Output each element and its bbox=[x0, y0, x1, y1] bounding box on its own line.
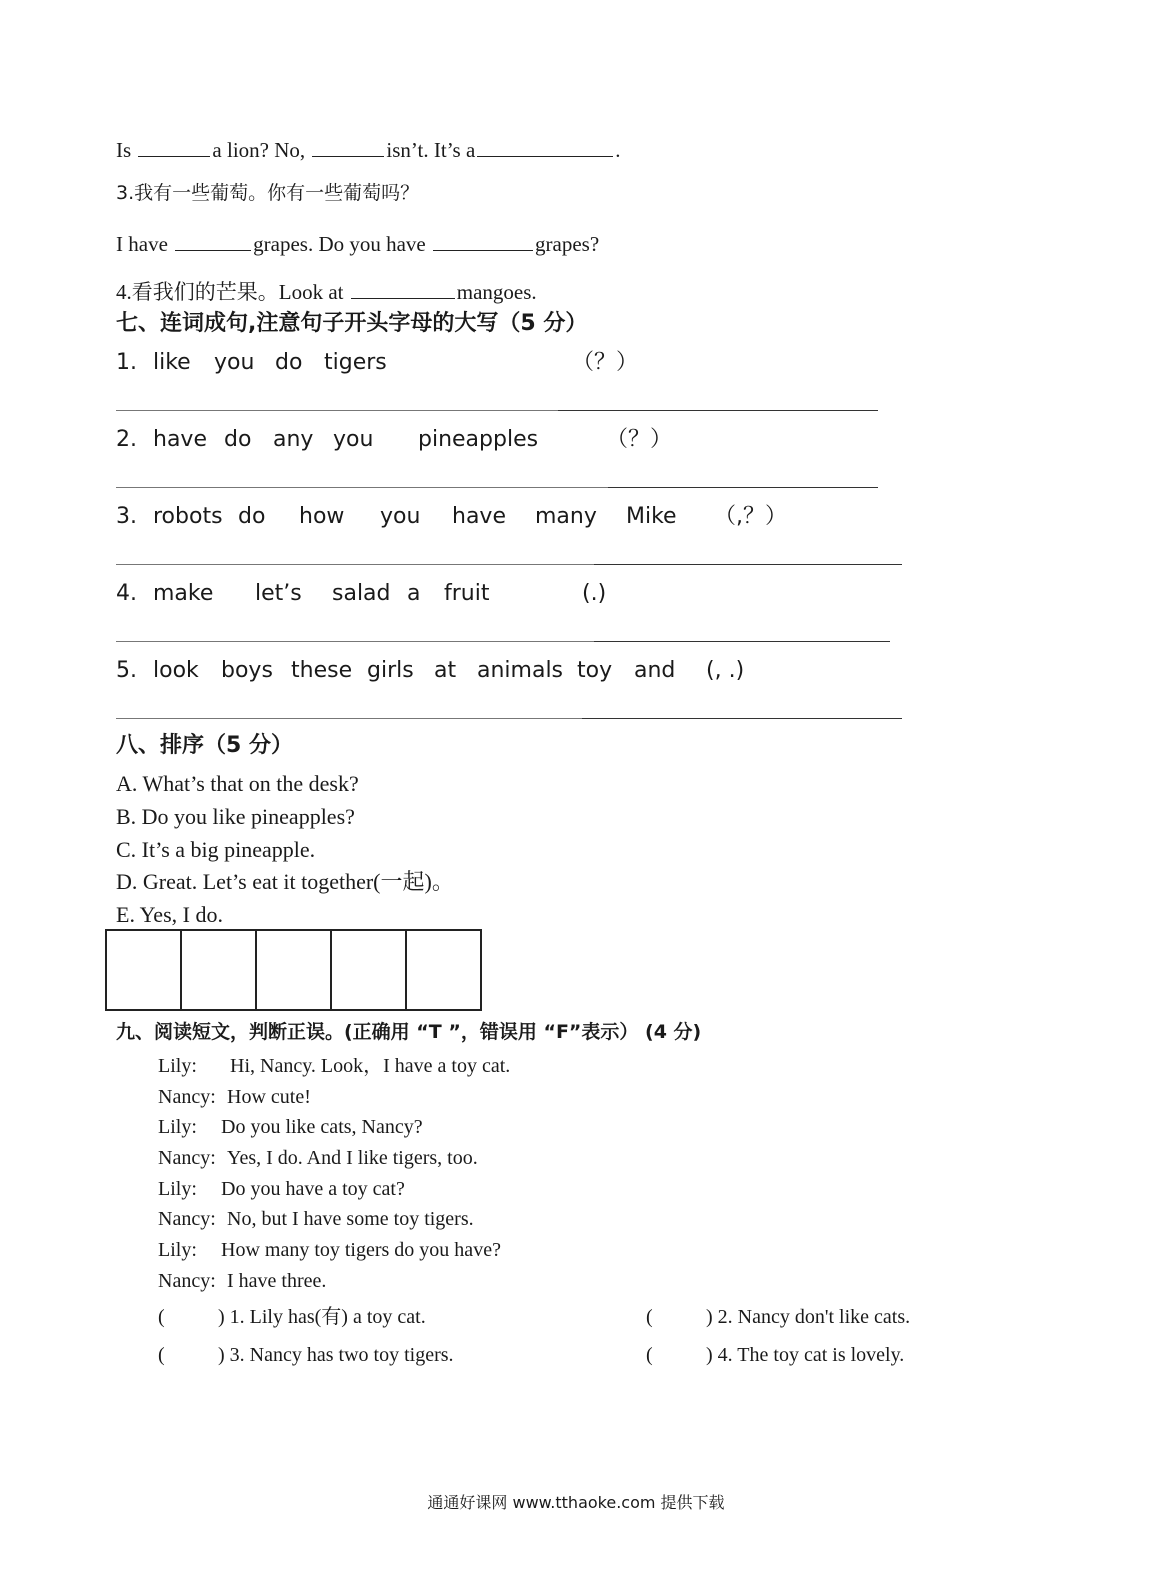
word: these bbox=[291, 658, 353, 683]
speaker: Lily: bbox=[158, 1239, 197, 1261]
word: any bbox=[273, 427, 314, 452]
option-b: B. Do you like pineapples? bbox=[116, 804, 355, 829]
scramble-item-4 bbox=[116, 583, 916, 609]
punctuation-hint: （？） bbox=[572, 350, 639, 375]
answer-cell[interactable] bbox=[257, 931, 332, 1009]
word: you bbox=[214, 350, 255, 375]
statement: ) 2. Nancy don't like cats. bbox=[706, 1306, 911, 1328]
judgement-1[interactable] bbox=[158, 1307, 426, 1327]
word: salad bbox=[332, 581, 391, 606]
word: tigers bbox=[324, 350, 387, 375]
judgement-3[interactable] bbox=[158, 1345, 454, 1365]
dialogue-line bbox=[158, 1087, 311, 1107]
speech: Do you like cats, Nancy? bbox=[221, 1116, 423, 1138]
answer-line[interactable] bbox=[582, 718, 902, 719]
text: grapes. Do you have bbox=[253, 232, 426, 256]
answer-paren-open: ( bbox=[646, 1344, 653, 1366]
statement: ) 1. Lily has(有) a toy cat. bbox=[218, 1306, 426, 1328]
speech: How many toy tigers do you have? bbox=[221, 1239, 501, 1261]
answer-blank[interactable] bbox=[477, 138, 613, 157]
word: a bbox=[407, 581, 421, 606]
word: do bbox=[224, 427, 252, 452]
ordering-answer-grid bbox=[105, 929, 482, 1011]
part9-heading: 九、阅读短文，判断正误。(正确用 “T ”，错误用 “F”表示） (4 分) bbox=[116, 1021, 702, 1043]
text: a lion? No, bbox=[212, 138, 306, 162]
text: mangoes. bbox=[456, 280, 537, 304]
speaker: Nancy: bbox=[158, 1270, 216, 1292]
dialogue-line bbox=[158, 1240, 501, 1260]
judgement-2[interactable] bbox=[646, 1307, 910, 1327]
answer-cell[interactable] bbox=[407, 931, 480, 1009]
answer-line[interactable] bbox=[116, 564, 594, 565]
word: you bbox=[333, 427, 374, 452]
q3-english bbox=[116, 232, 599, 255]
item-number: 1. bbox=[116, 350, 137, 375]
answer-line[interactable] bbox=[594, 641, 890, 642]
scramble-item-5 bbox=[116, 660, 916, 686]
word: Mike bbox=[626, 504, 677, 529]
text: . bbox=[615, 138, 621, 162]
speech: How cute! bbox=[227, 1086, 311, 1108]
answer-paren-open: ( bbox=[646, 1306, 653, 1328]
item-number: 4. bbox=[116, 581, 137, 606]
word: boys bbox=[221, 658, 273, 683]
word: let’s bbox=[255, 581, 302, 606]
answer-blank[interactable] bbox=[175, 232, 251, 251]
word: how bbox=[299, 504, 345, 529]
option-d: D. Great. Let’s eat it together(一起)。 bbox=[116, 869, 454, 894]
answer-cell[interactable] bbox=[107, 931, 182, 1009]
text: grapes? bbox=[535, 232, 600, 256]
answer-line[interactable] bbox=[558, 410, 878, 411]
word: look bbox=[153, 658, 199, 683]
page-footer: 通通好课网 www.tthaoke.com 提供下载 bbox=[427, 1493, 725, 1512]
text: isn’t. It’s a bbox=[386, 138, 476, 162]
part7-heading: 七、连词成句,注意句子开头字母的大写（5 分） bbox=[116, 311, 588, 336]
answer-blank[interactable] bbox=[433, 232, 533, 251]
word: do bbox=[238, 504, 266, 529]
word: pineapples bbox=[418, 427, 539, 452]
word: do bbox=[275, 350, 303, 375]
judgement-4[interactable] bbox=[646, 1345, 904, 1365]
word: make bbox=[153, 581, 214, 606]
speech: Yes, I do. And I like tigers, too. bbox=[227, 1147, 478, 1169]
speaker: Nancy: bbox=[158, 1208, 216, 1230]
answer-line[interactable] bbox=[116, 641, 594, 642]
statement: ) 4. The toy cat is lovely. bbox=[706, 1344, 905, 1366]
punctuation-hint: （？） bbox=[606, 427, 673, 452]
scramble-item-3 bbox=[116, 506, 916, 532]
text: 4.看我们的芒果。Look at bbox=[116, 280, 344, 304]
speaker: Nancy: bbox=[158, 1147, 216, 1169]
answer-paren-open: ( bbox=[158, 1344, 165, 1366]
word: many bbox=[535, 504, 597, 529]
dialogue-line bbox=[158, 1179, 405, 1199]
answer-cell[interactable] bbox=[332, 931, 407, 1009]
dialogue-line bbox=[158, 1117, 423, 1137]
speaker: Lily: bbox=[158, 1178, 197, 1200]
word: toy bbox=[577, 658, 613, 683]
punctuation-hint: (, .) bbox=[706, 658, 745, 683]
punctuation-hint: (.) bbox=[582, 581, 607, 606]
text: I have bbox=[116, 232, 168, 256]
word: animals bbox=[477, 658, 564, 683]
part8-heading: 八、排序（5 分） bbox=[116, 733, 293, 758]
item-number: 2. bbox=[116, 427, 137, 452]
answer-line[interactable] bbox=[116, 410, 558, 411]
q2-sentence bbox=[116, 138, 621, 161]
answer-cell[interactable] bbox=[182, 931, 257, 1009]
dialogue-line bbox=[158, 1209, 474, 1229]
scramble-item-2 bbox=[116, 429, 916, 455]
speech: No, but I have some toy tigers. bbox=[227, 1208, 474, 1230]
speaker: Lily: bbox=[158, 1116, 197, 1138]
word: at bbox=[434, 658, 457, 683]
answer-blank[interactable] bbox=[312, 138, 384, 157]
dialogue-line bbox=[158, 1271, 326, 1291]
answer-blank[interactable] bbox=[351, 280, 455, 299]
speech: I have three. bbox=[227, 1270, 327, 1292]
option-a: A. What’s that on the desk? bbox=[116, 771, 359, 796]
speech: Hi, Nancy. Look，I have a toy cat. bbox=[230, 1055, 511, 1077]
speaker: Nancy: bbox=[158, 1086, 216, 1108]
answer-paren-open: ( bbox=[158, 1306, 165, 1328]
text: Is bbox=[116, 138, 132, 162]
speaker: Lily: bbox=[158, 1055, 197, 1077]
statement: ) 3. Nancy has two toy tigers. bbox=[218, 1344, 454, 1366]
punctuation-hint: （,？） bbox=[714, 504, 787, 529]
word: you bbox=[380, 504, 421, 529]
word: have bbox=[153, 427, 207, 452]
word: fruit bbox=[444, 581, 490, 606]
option-c: C. It’s a big pineapple. bbox=[116, 837, 316, 862]
scramble-item-1 bbox=[116, 352, 916, 378]
answer-line[interactable] bbox=[116, 718, 582, 719]
item-number: 3. bbox=[116, 504, 137, 529]
item-number: 5. bbox=[116, 658, 137, 683]
answer-line[interactable] bbox=[116, 487, 608, 488]
speech: Do you have a toy cat? bbox=[221, 1178, 405, 1200]
dialogue-line bbox=[158, 1148, 478, 1168]
word: girls bbox=[367, 658, 414, 683]
q3-chinese: 3.我有一些葡萄。你有一些葡萄吗？ bbox=[116, 182, 420, 204]
option-e: E. Yes, I do. bbox=[116, 902, 223, 927]
answer-line[interactable] bbox=[594, 564, 902, 565]
answer-line[interactable] bbox=[608, 487, 878, 488]
word: have bbox=[452, 504, 506, 529]
word: and bbox=[634, 658, 676, 683]
dialogue-line bbox=[158, 1056, 510, 1076]
q4-sentence bbox=[116, 280, 537, 303]
word: like bbox=[153, 350, 191, 375]
answer-blank[interactable] bbox=[138, 138, 210, 157]
word: robots bbox=[153, 504, 223, 529]
